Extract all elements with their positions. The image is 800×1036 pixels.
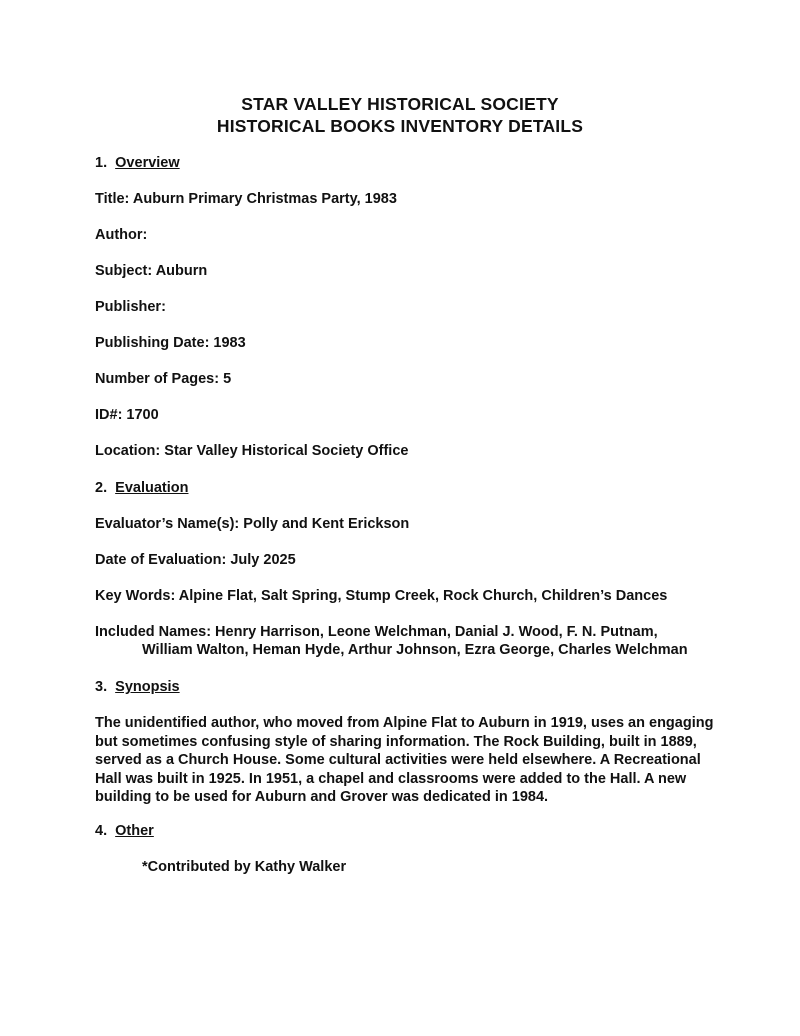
field-publishing-date: Publishing Date: 1983 <box>95 335 246 351</box>
document-title-line-1: STAR VALLEY HISTORICAL SOCIETY <box>241 94 559 114</box>
field-title: Title: Auburn Primary Christmas Party, 1983 <box>95 191 397 207</box>
field-included-names-continued: William Walton, Heman Hyde, Arthur Johnson, Ezra George, Charles Welchman <box>142 642 688 658</box>
field-included-names: Included Names: Henry Harrison, Leone Welchman, Danial J. Wood, F. N. Putnam, <box>95 624 658 640</box>
section-title: Overview <box>115 155 180 171</box>
synopsis-line: but sometimes confusing style of sharing information. The Rock Building, built in 1889, <box>95 733 697 750</box>
document-title-line-2: HISTORICAL BOOKS INVENTORY DETAILS <box>216 116 584 136</box>
section-evaluation-heading <box>95 480 188 496</box>
field-number-of-pages: Number of Pages: 5 <box>95 371 232 387</box>
field-publisher: Publisher: <box>95 299 166 315</box>
section-synopsis-heading <box>95 679 180 695</box>
synopsis-line: served as a Church House. Some cultural activities were held elsewhere. A Recreational <box>95 752 701 769</box>
section-title: Evaluation <box>115 480 189 496</box>
section-other-heading <box>95 823 154 839</box>
field-author: Author: <box>95 227 148 243</box>
synopsis-line: building to be used for Auburn and Grover was dedicated in 1984. <box>95 789 549 806</box>
contributor-note: *Contributed by Kathy Walker <box>142 859 347 875</box>
section-number: 4. <box>95 823 108 839</box>
section-number: 2. <box>95 480 108 496</box>
synopsis-line: The unidentified author, who moved from Alpine Flat to Auburn in 1919, uses an engaging <box>95 715 714 731</box>
section-overview-heading <box>95 155 180 171</box>
section-title: Other <box>115 823 154 839</box>
section-title: Synopsis <box>115 679 180 695</box>
field-location: Location: Star Valley Historical Society Office <box>95 443 409 459</box>
synopsis-paragraph <box>95 714 715 807</box>
field-key-words: Key Words: Alpine Flat, Salt Spring, Stump Creek, Rock Church, Children’s Dances <box>95 588 668 604</box>
field-subject: Subject: Auburn <box>95 263 208 279</box>
field-evaluators: Evaluator’s Name(s): Polly and Kent Erickson <box>95 516 410 532</box>
field-evaluation-date: Date of Evaluation: July 2025 <box>95 552 296 568</box>
field-id: ID#: 1700 <box>95 407 159 423</box>
section-number: 3. <box>95 679 108 695</box>
section-number: 1. <box>95 155 108 171</box>
synopsis-line: Hall was built in 1925. In 1951, a chapel and classrooms were added to the Hall. A new <box>95 770 687 787</box>
